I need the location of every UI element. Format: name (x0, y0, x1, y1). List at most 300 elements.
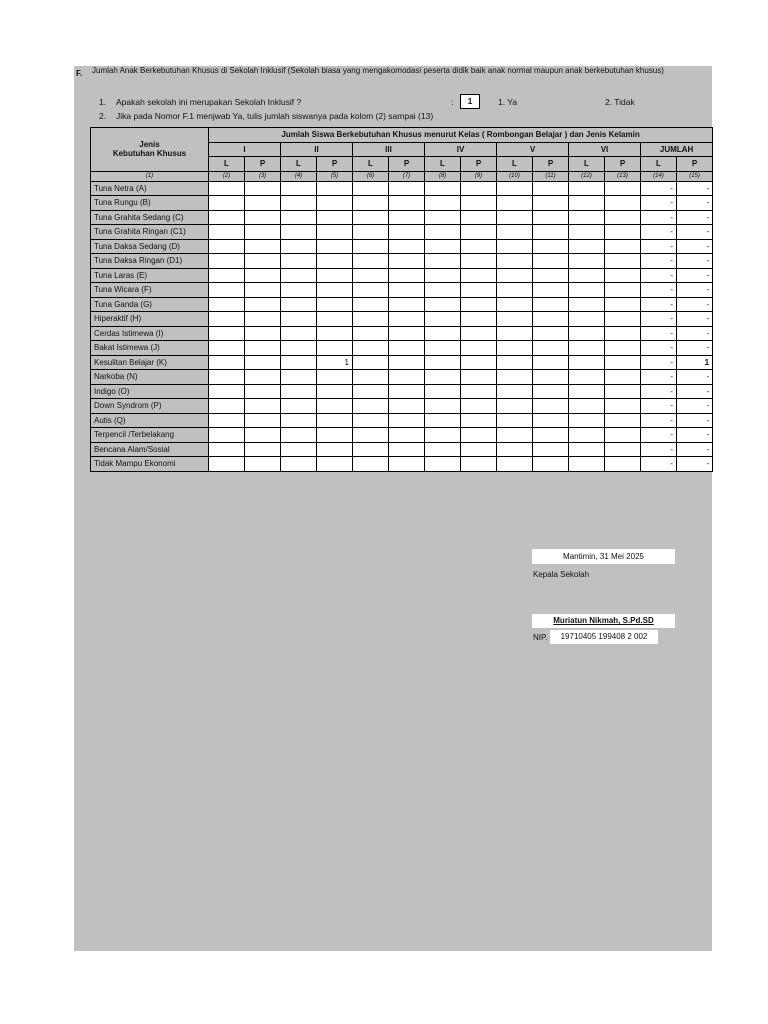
data-cell[interactable] (353, 268, 389, 283)
data-cell[interactable] (209, 196, 245, 211)
nip-label: NIP. (533, 633, 548, 642)
data-cell[interactable] (461, 268, 497, 283)
data-cell[interactable] (209, 283, 245, 298)
data-cell[interactable] (317, 442, 353, 457)
data-cell[interactable] (209, 370, 245, 385)
data-cell[interactable] (605, 457, 641, 472)
data-cell[interactable] (425, 239, 461, 254)
data-cell[interactable] (569, 341, 605, 356)
data-cell[interactable] (425, 181, 461, 196)
data-cell[interactable] (461, 239, 497, 254)
data-cell[interactable] (569, 312, 605, 327)
data-cell[interactable] (317, 210, 353, 225)
total-p-cell: - (677, 370, 713, 385)
data-cell[interactable] (389, 326, 425, 341)
total-p-cell: - (677, 326, 713, 341)
total-l-cell: - (641, 239, 677, 254)
column-index: (14) (641, 171, 677, 181)
data-cell[interactable] (353, 413, 389, 428)
row-label: Tuna Grahita Sedang (C) (91, 210, 209, 225)
data-cell[interactable] (209, 341, 245, 356)
total-l-cell: - (641, 442, 677, 457)
total-l-cell: - (641, 312, 677, 327)
data-cell[interactable] (281, 370, 317, 385)
data-cell[interactable] (353, 370, 389, 385)
signatory-role: Kepala Sekolah (533, 570, 590, 579)
data-cell[interactable] (353, 428, 389, 443)
data-cell[interactable] (281, 239, 317, 254)
data-cell[interactable] (461, 355, 497, 370)
total-l-cell: - (641, 428, 677, 443)
data-cell[interactable] (281, 268, 317, 283)
data-cell[interactable] (245, 225, 281, 240)
data-cell[interactable] (245, 283, 281, 298)
data-cell[interactable] (245, 399, 281, 414)
data-cell[interactable] (245, 341, 281, 356)
data-cell[interactable] (569, 254, 605, 269)
data-cell[interactable] (317, 181, 353, 196)
row-label: Tuna Wicara (F) (91, 283, 209, 298)
data-cell[interactable] (209, 384, 245, 399)
column-index: (11) (533, 171, 569, 181)
data-cell[interactable] (281, 442, 317, 457)
data-cell[interactable] (605, 254, 641, 269)
data-cell[interactable] (569, 370, 605, 385)
data-cell[interactable] (497, 210, 533, 225)
data-cell[interactable] (569, 268, 605, 283)
data-cell[interactable] (209, 399, 245, 414)
data-cell[interactable] (353, 384, 389, 399)
header-gender-l: L (425, 157, 461, 172)
data-cell[interactable] (533, 326, 569, 341)
data-cell[interactable] (533, 254, 569, 269)
data-cell[interactable] (533, 283, 569, 298)
data-cell[interactable] (569, 355, 605, 370)
table-row (91, 442, 713, 457)
data-cell[interactable] (209, 297, 245, 312)
data-cell[interactable] (245, 428, 281, 443)
data-cell[interactable] (281, 312, 317, 327)
data-cell[interactable] (317, 283, 353, 298)
data-cell[interactable] (533, 239, 569, 254)
data-cell[interactable] (497, 384, 533, 399)
data-cell[interactable] (605, 268, 641, 283)
data-cell[interactable] (281, 210, 317, 225)
data-cell[interactable] (461, 312, 497, 327)
data-cell[interactable] (245, 413, 281, 428)
data-cell[interactable] (389, 297, 425, 312)
total-p-cell: - (677, 196, 713, 211)
data-cell[interactable] (605, 442, 641, 457)
data-cell[interactable] (425, 254, 461, 269)
header-gender-l: L (281, 157, 317, 172)
table-row (91, 312, 713, 327)
data-cell[interactable] (209, 442, 245, 457)
data-cell[interactable] (605, 384, 641, 399)
data-cell[interactable] (497, 181, 533, 196)
data-cell[interactable] (497, 297, 533, 312)
data-cell[interactable] (461, 428, 497, 443)
data-cell[interactable] (281, 413, 317, 428)
data-cell[interactable] (533, 297, 569, 312)
data-cell[interactable] (245, 181, 281, 196)
header-class-1: I (209, 142, 281, 157)
data-cell[interactable] (497, 268, 533, 283)
data-cell[interactable] (245, 442, 281, 457)
data-cell[interactable] (281, 196, 317, 211)
header-gender-p: P (245, 157, 281, 172)
data-cell[interactable] (281, 355, 317, 370)
data-cell[interactable] (569, 326, 605, 341)
data-cell[interactable]: 1 (317, 355, 353, 370)
data-cell[interactable] (533, 210, 569, 225)
row-label: Tuna Daksa Sedang (D) (91, 239, 209, 254)
data-cell[interactable] (317, 413, 353, 428)
header-gender-p: P (605, 157, 641, 172)
data-cell[interactable] (317, 268, 353, 283)
data-cell[interactable] (497, 413, 533, 428)
abk-table (90, 127, 713, 472)
data-cell[interactable] (533, 457, 569, 472)
table-row (91, 428, 713, 443)
row-label: Tuna Ganda (G) (91, 297, 209, 312)
row-label: Narkoba (N) (91, 370, 209, 385)
data-cell[interactable] (353, 225, 389, 240)
data-cell[interactable] (389, 457, 425, 472)
data-cell[interactable] (605, 283, 641, 298)
data-cell[interactable] (353, 312, 389, 327)
data-cell[interactable] (209, 239, 245, 254)
data-cell[interactable] (389, 210, 425, 225)
data-cell[interactable] (245, 370, 281, 385)
data-cell[interactable] (389, 312, 425, 327)
data-cell[interactable] (209, 326, 245, 341)
data-cell[interactable] (461, 399, 497, 414)
data-cell[interactable] (497, 225, 533, 240)
data-cell[interactable] (389, 181, 425, 196)
data-cell[interactable] (317, 428, 353, 443)
total-l-cell: - (641, 341, 677, 356)
data-cell[interactable] (569, 399, 605, 414)
data-cell[interactable] (569, 196, 605, 211)
header-class-3: III (353, 142, 425, 157)
data-cell[interactable] (533, 370, 569, 385)
data-cell[interactable] (353, 181, 389, 196)
data-cell[interactable] (389, 341, 425, 356)
data-cell[interactable] (245, 355, 281, 370)
data-cell[interactable] (497, 326, 533, 341)
data-cell[interactable] (317, 457, 353, 472)
data-cell[interactable] (605, 355, 641, 370)
data-cell[interactable] (353, 239, 389, 254)
data-cell[interactable] (497, 196, 533, 211)
data-cell[interactable] (569, 384, 605, 399)
data-cell[interactable] (569, 225, 605, 240)
data-cell[interactable] (317, 312, 353, 327)
data-cell[interactable] (461, 297, 497, 312)
data-cell[interactable] (389, 196, 425, 211)
data-cell[interactable] (533, 312, 569, 327)
data-cell[interactable] (461, 283, 497, 298)
data-cell[interactable] (569, 428, 605, 443)
data-cell[interactable] (317, 370, 353, 385)
total-p-cell: - (677, 341, 713, 356)
column-index: (7) (389, 171, 425, 181)
data-cell[interactable] (389, 370, 425, 385)
data-cell[interactable] (245, 326, 281, 341)
data-cell[interactable] (461, 181, 497, 196)
data-cell[interactable] (425, 341, 461, 356)
data-cell[interactable] (497, 239, 533, 254)
data-cell[interactable] (533, 268, 569, 283)
data-cell[interactable] (353, 254, 389, 269)
data-cell[interactable] (497, 355, 533, 370)
data-cell[interactable] (353, 210, 389, 225)
data-cell[interactable] (245, 457, 281, 472)
data-cell[interactable] (389, 254, 425, 269)
data-cell[interactable] (209, 428, 245, 443)
data-cell[interactable] (605, 225, 641, 240)
data-cell[interactable] (425, 283, 461, 298)
data-cell[interactable] (317, 196, 353, 211)
data-cell[interactable] (569, 239, 605, 254)
header-gender-l: L (569, 157, 605, 172)
total-p-cell: - (677, 413, 713, 428)
data-cell[interactable] (317, 341, 353, 356)
data-cell[interactable] (317, 399, 353, 414)
total-p-cell: - (677, 210, 713, 225)
data-cell[interactable] (425, 268, 461, 283)
data-cell[interactable] (425, 457, 461, 472)
data-cell[interactable] (353, 283, 389, 298)
data-cell[interactable] (281, 384, 317, 399)
data-cell[interactable] (605, 428, 641, 443)
total-p-cell: - (677, 254, 713, 269)
data-cell[interactable] (533, 413, 569, 428)
data-cell[interactable] (425, 399, 461, 414)
total-l-cell: - (641, 355, 677, 370)
data-cell[interactable] (569, 413, 605, 428)
column-index: (4) (281, 171, 317, 181)
data-cell[interactable] (425, 355, 461, 370)
data-cell[interactable] (461, 326, 497, 341)
data-cell[interactable] (425, 312, 461, 327)
total-p-cell: - (677, 268, 713, 283)
data-cell[interactable] (389, 413, 425, 428)
column-index: (2) (209, 171, 245, 181)
data-cell[interactable] (605, 210, 641, 225)
table-row (91, 254, 713, 269)
data-cell[interactable] (569, 297, 605, 312)
data-cell[interactable] (425, 196, 461, 211)
data-cell[interactable] (353, 196, 389, 211)
total-p-cell: - (677, 312, 713, 327)
data-cell[interactable] (461, 384, 497, 399)
column-index: (15) (677, 171, 713, 181)
data-cell[interactable] (281, 225, 317, 240)
data-cell[interactable] (461, 413, 497, 428)
data-cell[interactable] (461, 442, 497, 457)
option-no: 2. Tidak (605, 97, 635, 107)
data-cell[interactable] (569, 181, 605, 196)
data-cell[interactable] (605, 181, 641, 196)
data-cell[interactable] (497, 283, 533, 298)
data-cell[interactable] (209, 225, 245, 240)
data-cell[interactable] (569, 457, 605, 472)
place-date: Mantimin, 31 Mei 2025 (532, 549, 675, 564)
question2-text: Jika pada Nomor F.1 menjwab Ya, tulis jumlah siswanya pada kolom (2) sampai (13) (116, 111, 434, 121)
data-cell[interactable] (281, 399, 317, 414)
data-cell[interactable] (317, 384, 353, 399)
data-cell[interactable] (497, 341, 533, 356)
data-cell[interactable] (497, 399, 533, 414)
data-cell[interactable] (281, 341, 317, 356)
data-cell[interactable] (353, 341, 389, 356)
data-cell[interactable] (245, 210, 281, 225)
data-cell[interactable] (569, 210, 605, 225)
data-cell[interactable] (389, 225, 425, 240)
nip-value: 19710405 199408 2 002 (550, 630, 658, 644)
total-l-cell: - (641, 413, 677, 428)
data-cell[interactable] (461, 341, 497, 356)
data-cell[interactable] (389, 384, 425, 399)
data-cell[interactable] (425, 370, 461, 385)
total-l-cell: - (641, 384, 677, 399)
data-cell[interactable] (209, 210, 245, 225)
data-cell[interactable] (389, 239, 425, 254)
data-cell[interactable] (245, 297, 281, 312)
data-cell[interactable] (317, 239, 353, 254)
data-cell[interactable] (533, 225, 569, 240)
data-cell[interactable] (533, 399, 569, 414)
data-cell[interactable] (533, 428, 569, 443)
total-l-cell: - (641, 268, 677, 283)
data-cell[interactable] (425, 326, 461, 341)
data-cell[interactable] (245, 312, 281, 327)
data-cell[interactable] (605, 196, 641, 211)
data-cell[interactable] (209, 457, 245, 472)
total-p-cell: - (677, 384, 713, 399)
data-cell[interactable] (605, 312, 641, 327)
data-cell[interactable] (605, 399, 641, 414)
total-l-cell: - (641, 225, 677, 240)
question1-answer-field[interactable]: 1 (460, 94, 480, 109)
data-cell[interactable] (605, 239, 641, 254)
total-p-cell: - (677, 283, 713, 298)
data-cell[interactable] (497, 370, 533, 385)
data-cell[interactable] (281, 428, 317, 443)
data-cell[interactable] (605, 297, 641, 312)
data-cell[interactable] (425, 210, 461, 225)
data-cell[interactable] (605, 326, 641, 341)
data-cell[interactable] (497, 254, 533, 269)
data-cell[interactable] (425, 413, 461, 428)
data-cell[interactable] (533, 341, 569, 356)
data-cell[interactable] (605, 341, 641, 356)
data-cell[interactable] (209, 413, 245, 428)
data-cell[interactable] (425, 428, 461, 443)
data-cell[interactable] (461, 196, 497, 211)
data-cell[interactable] (425, 225, 461, 240)
data-cell[interactable] (281, 283, 317, 298)
data-cell[interactable] (281, 326, 317, 341)
total-p-cell: - (677, 225, 713, 240)
data-cell[interactable] (245, 254, 281, 269)
data-cell[interactable] (209, 254, 245, 269)
data-cell[interactable] (317, 225, 353, 240)
row-label: Autis (Q) (91, 413, 209, 428)
data-cell[interactable] (389, 268, 425, 283)
data-cell[interactable] (317, 297, 353, 312)
data-cell[interactable] (353, 297, 389, 312)
data-cell[interactable] (353, 442, 389, 457)
data-cell[interactable] (461, 254, 497, 269)
data-cell[interactable] (281, 457, 317, 472)
data-cell[interactable] (533, 181, 569, 196)
data-cell[interactable] (533, 196, 569, 211)
row-label: Cerdas Istimewa (I) (91, 326, 209, 341)
data-cell[interactable] (209, 268, 245, 283)
data-cell[interactable] (389, 283, 425, 298)
header-group: Jumlah Siswa Berkebutuhan Khusus menurut Kelas ( Rombongan Belajar ) dan Jenis Kelamin (209, 128, 713, 143)
data-cell[interactable] (281, 297, 317, 312)
data-cell[interactable] (389, 355, 425, 370)
data-cell[interactable] (245, 384, 281, 399)
data-cell[interactable] (461, 370, 497, 385)
data-cell[interactable] (353, 326, 389, 341)
data-cell[interactable] (245, 268, 281, 283)
data-cell[interactable] (533, 355, 569, 370)
total-l-cell: - (641, 326, 677, 341)
data-cell[interactable] (605, 370, 641, 385)
data-cell[interactable] (605, 413, 641, 428)
data-cell[interactable] (245, 196, 281, 211)
data-cell[interactable] (389, 428, 425, 443)
data-cell[interactable] (497, 428, 533, 443)
data-cell[interactable] (461, 225, 497, 240)
data-cell[interactable] (569, 442, 605, 457)
data-cell[interactable] (425, 297, 461, 312)
data-cell[interactable] (569, 283, 605, 298)
data-cell[interactable] (533, 384, 569, 399)
data-cell[interactable] (389, 442, 425, 457)
data-cell[interactable] (209, 355, 245, 370)
data-cell[interactable] (425, 442, 461, 457)
data-cell[interactable] (317, 254, 353, 269)
data-cell[interactable] (317, 326, 353, 341)
question2-number: 2. (99, 111, 107, 121)
data-cell[interactable] (497, 442, 533, 457)
table-row (91, 370, 713, 385)
data-cell[interactable] (245, 239, 281, 254)
data-cell[interactable] (497, 457, 533, 472)
data-cell[interactable] (533, 442, 569, 457)
data-cell[interactable] (353, 457, 389, 472)
data-cell[interactable] (281, 181, 317, 196)
table-row (91, 457, 713, 472)
data-cell[interactable] (497, 312, 533, 327)
data-cell[interactable] (389, 399, 425, 414)
table-row (91, 355, 713, 370)
data-cell[interactable] (353, 355, 389, 370)
data-cell[interactable] (281, 254, 317, 269)
data-cell[interactable] (209, 312, 245, 327)
data-cell[interactable] (461, 210, 497, 225)
data-cell[interactable] (353, 399, 389, 414)
data-cell[interactable] (209, 181, 245, 196)
data-cell[interactable] (461, 457, 497, 472)
data-cell[interactable] (425, 384, 461, 399)
